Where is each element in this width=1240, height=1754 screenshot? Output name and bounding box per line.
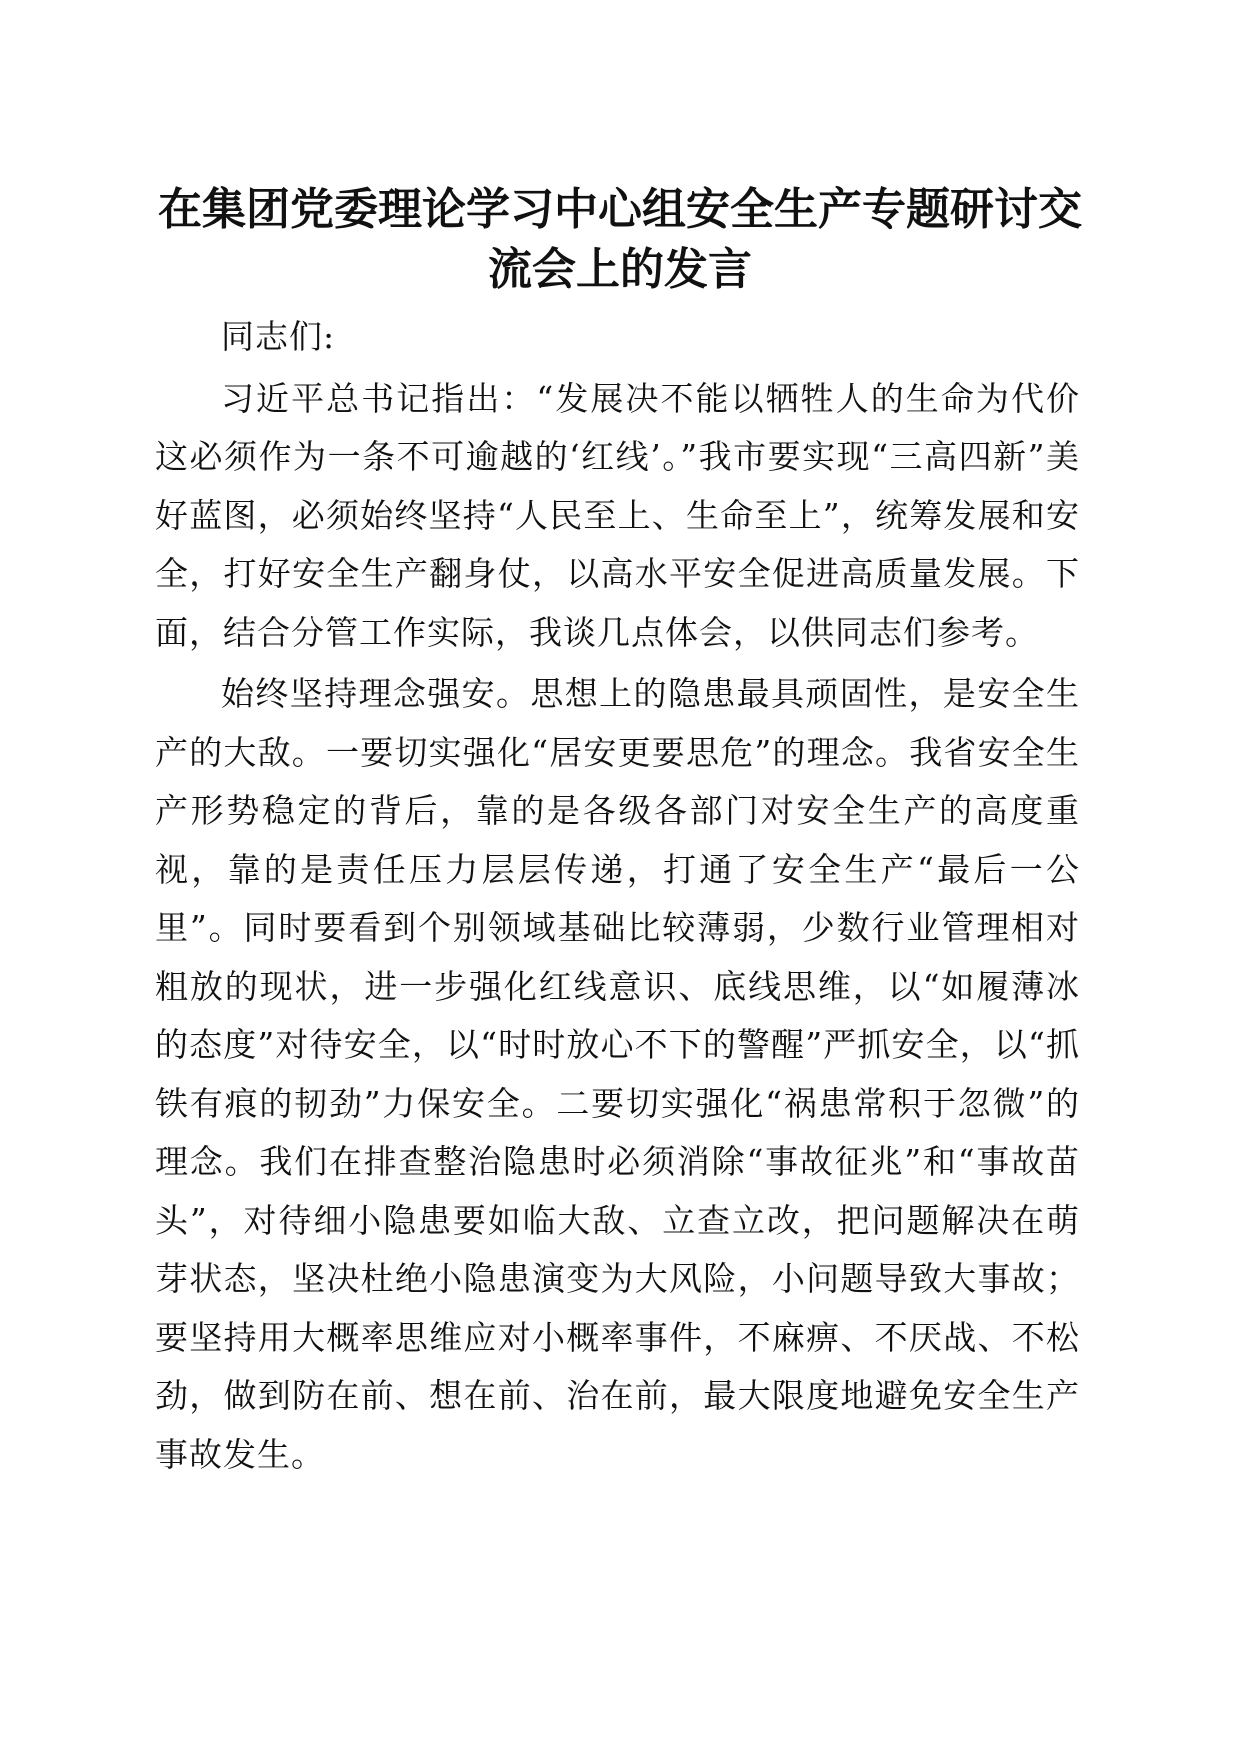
document-body <box>155 308 1080 1484</box>
salutation-paragraph: 同志们: <box>221 317 336 356</box>
body-paragraph: 始终坚持理念强安。思想上的隐患最具顽固性，是安全生产的大敌。一要切实强化“居安更要思危”的理念。我省安全生产形势稳定的背后，靠的是各级各部门对安全生产的高度重视，靠的是责任压力层层传递，打通了安全生产“最后一公里”。同时要看到个别领域基础比较薄弱，少数行业管理相对粗放的现状，进一步强化红线意识、底线思维，以“如履薄冰的态度”对待安全，以“时时放心不下的警醒”严抓安全，以“抓铁有痕的韧劲”力保安全。二要切实强化“祸患常积于忽微”的理念。我们在排查整治隐患时必须消除“事故征兆”和“事故苗头”，对待细小隐患要如临大敌、立查立改，把问题解决在萌芽状态，坚决杜绝小隐患演变为大风险，小问题导致大事故；要坚持用大概率思维应对小概率事件，不麻痹、不厌战、不松劲，做到防在前、想在前、治在前，最大限度地避免安全生产事故发生。 <box>155 674 1080 1474</box>
document-title: 在集团党委理论学习中心组安全生产专题研讨交流会上的发言 <box>158 184 1082 295</box>
intro-paragraph: 习近平总书记指出：“发展决不能以牺牲人的生命为代价这必须作为一条不可逾越的‘红线’。”我市要实现“三高四新”美好蓝图，必须始终坚持“人民至上、生命至上”，统筹发展和安全，打好安全生产翻身仗，以高水平安全促进高质量发展。下面，结合分管工作实际，我谈几点体会，以供同志们参考。 <box>155 378 1080 652</box>
